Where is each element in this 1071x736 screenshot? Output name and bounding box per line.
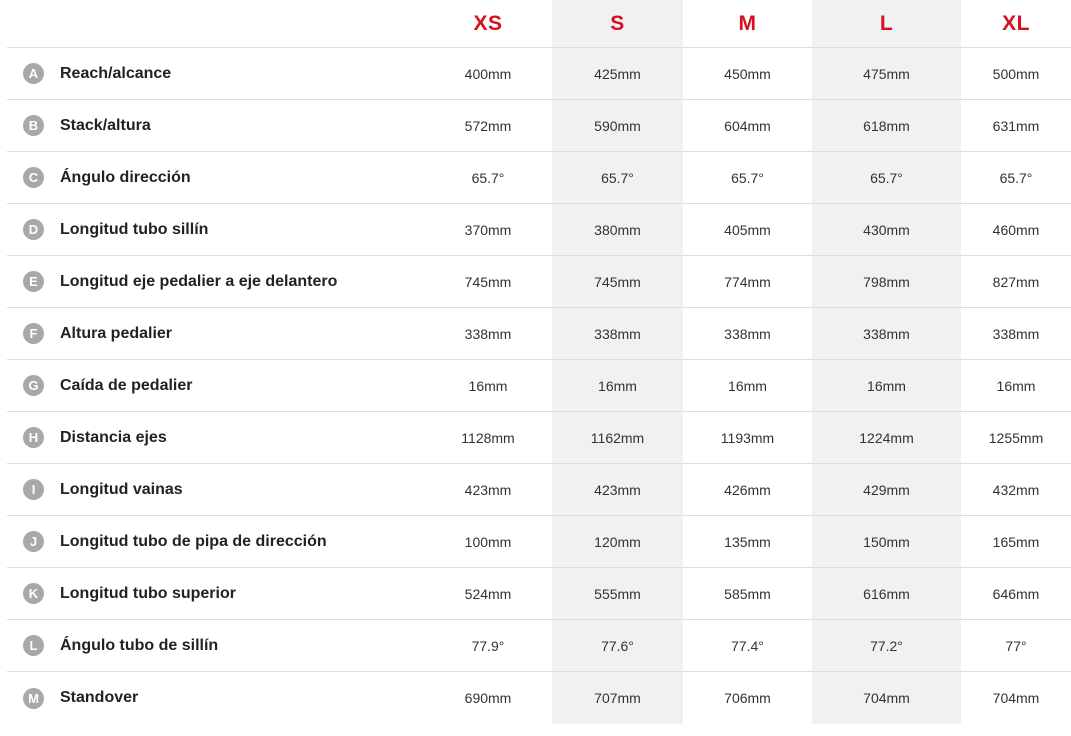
value-cell-m: 77.4° <box>683 620 812 672</box>
table-row <box>7 100 1071 152</box>
value-cell-s: 120mm <box>552 516 683 568</box>
value-cell-m: 604mm <box>683 100 812 152</box>
value-cell-xs: 77.9° <box>424 620 552 672</box>
value-cell-xl: 827mm <box>961 256 1071 308</box>
measurement-letter-badge: L <box>23 635 44 656</box>
row-label-cell <box>7 204 424 256</box>
table-row <box>7 568 1071 620</box>
table-row <box>7 464 1071 516</box>
value-cell-s: 423mm <box>552 464 683 516</box>
row-label <box>7 635 424 656</box>
table-header <box>7 0 1071 48</box>
measurement-name: Caída de pedalier <box>60 376 193 394</box>
measurement-name: Altura pedalier <box>60 324 173 342</box>
size-header-m: M <box>683 0 812 48</box>
value-cell-m: 405mm <box>683 204 812 256</box>
size-header-xl: XL <box>961 0 1071 48</box>
row-label <box>7 375 424 396</box>
size-header-xs: XS <box>424 0 552 48</box>
value-cell-xs: 338mm <box>424 308 552 360</box>
measurement-letter-badge: D <box>23 219 44 240</box>
value-cell-m: 1193mm <box>683 412 812 464</box>
value-cell-xs: 572mm <box>424 100 552 152</box>
row-label-cell <box>7 48 424 100</box>
measurement-letter-badge: H <box>23 427 44 448</box>
value-cell-s: 16mm <box>552 360 683 412</box>
table-row <box>7 204 1071 256</box>
measurement-name: Longitud vainas <box>60 480 183 498</box>
value-cell-xl: 500mm <box>961 48 1071 100</box>
measurement-name: Standover <box>60 689 139 706</box>
measurement-letter-badge: K <box>23 583 44 604</box>
row-label <box>7 583 424 604</box>
measurement-letter-badge: J <box>23 531 44 552</box>
value-cell-xl: 460mm <box>961 204 1071 256</box>
row-label <box>7 479 424 500</box>
measurement-name: Distancia ejes <box>60 428 167 446</box>
value-cell-m: 65.7° <box>683 152 812 204</box>
value-cell-s: 425mm <box>552 48 683 100</box>
row-label <box>7 427 424 448</box>
table-row <box>7 152 1071 204</box>
header-row <box>7 0 1071 48</box>
measurement-name: Stack/altura <box>60 116 151 134</box>
measurement-name: Ángulo tubo de sillín <box>60 636 219 654</box>
value-cell-s: 590mm <box>552 100 683 152</box>
size-header-s: S <box>552 0 683 48</box>
header-label-column <box>7 0 424 48</box>
value-cell-m: 426mm <box>683 464 812 516</box>
row-label <box>7 271 424 292</box>
table-row <box>7 672 1071 725</box>
value-cell-s: 65.7° <box>552 152 683 204</box>
measurement-letter-badge: B <box>23 115 44 136</box>
value-cell-l: 475mm <box>812 48 961 100</box>
row-label-cell <box>7 464 424 516</box>
measurement-name: Reach/alcance <box>60 64 172 82</box>
measurement-letter-badge: M <box>23 688 44 709</box>
value-cell-m: 774mm <box>683 256 812 308</box>
table-row <box>7 516 1071 568</box>
value-cell-m: 135mm <box>683 516 812 568</box>
value-cell-xl: 432mm <box>961 464 1071 516</box>
value-cell-xs: 423mm <box>424 464 552 516</box>
value-cell-xl: 631mm <box>961 100 1071 152</box>
value-cell-s: 707mm <box>552 672 683 725</box>
value-cell-xs: 524mm <box>424 568 552 620</box>
value-cell-xs: 690mm <box>464 690 512 706</box>
table-row <box>7 48 1071 100</box>
value-cell-xl: 16mm <box>961 360 1071 412</box>
value-cell-m: 338mm <box>683 308 812 360</box>
value-cell-l: 429mm <box>812 464 961 516</box>
value-cell-xs: 400mm <box>424 48 552 100</box>
row-label-cell <box>7 620 424 672</box>
value-cell-s: 77.6° <box>552 620 683 672</box>
measurement-letter-badge: C <box>23 167 44 188</box>
row-label-cell <box>7 360 424 412</box>
row-label-cell <box>7 152 424 204</box>
row-label <box>7 219 424 240</box>
measurement-letter-badge: G <box>23 375 44 396</box>
value-cell-xl: 1255mm <box>961 412 1071 464</box>
value-cell-m: 585mm <box>683 568 812 620</box>
value-cell-xl: 65.7° <box>961 152 1071 204</box>
value-cell-s: 338mm <box>552 308 683 360</box>
value-cell-s: 380mm <box>552 204 683 256</box>
measurement-name: Longitud tubo superior <box>60 584 236 602</box>
row-label-cell <box>7 672 424 725</box>
table-body <box>7 48 1071 725</box>
measurement-name: Longitud eje pedalier a eje delantero <box>60 272 338 290</box>
value-cell-xl: 704mm <box>992 690 1040 706</box>
row-label <box>7 115 424 136</box>
value-cell-xs: 100mm <box>424 516 552 568</box>
row-label <box>7 323 424 344</box>
row-label-cell <box>7 412 424 464</box>
value-cell-s: 745mm <box>552 256 683 308</box>
value-cell-xl: 338mm <box>961 308 1071 360</box>
measurement-name: Longitud tubo sillín <box>60 220 209 238</box>
value-cell-xl: 77° <box>961 620 1071 672</box>
row-label <box>7 167 424 188</box>
measurement-name: Ángulo dirección <box>60 168 191 186</box>
value-cell-l: 430mm <box>812 204 961 256</box>
table-row <box>7 308 1071 360</box>
value-cell-l: 798mm <box>812 256 961 308</box>
size-header-l: L <box>812 0 961 48</box>
value-cell-xs: 745mm <box>424 256 552 308</box>
table-row <box>7 620 1071 672</box>
table-row <box>7 412 1071 464</box>
geometry-table <box>7 0 1071 724</box>
value-cell-l: 704mm <box>812 672 961 725</box>
measurement-name: Longitud tubo de pipa de dirección <box>60 532 327 550</box>
value-cell-xl: 165mm <box>961 516 1071 568</box>
value-cell-xl: 646mm <box>961 568 1071 620</box>
value-cell-s: 555mm <box>552 568 683 620</box>
row-label-cell <box>7 256 424 308</box>
value-cell-l: 65.7° <box>812 152 961 204</box>
measurement-letter-badge: F <box>23 323 44 344</box>
value-cell-m: 16mm <box>683 360 812 412</box>
table-row <box>7 360 1071 412</box>
value-cell-l: 338mm <box>812 308 961 360</box>
value-cell-l: 618mm <box>812 100 961 152</box>
value-cell-s: 1162mm <box>552 412 683 464</box>
measurement-letter-badge: E <box>23 271 44 292</box>
value-cell-xs: 16mm <box>424 360 552 412</box>
measurement-letter-badge: I <box>23 479 44 500</box>
row-label <box>7 531 424 552</box>
row-label <box>7 688 424 709</box>
value-cell-l: 616mm <box>812 568 961 620</box>
value-cell-xs: 65.7° <box>424 152 552 204</box>
measurement-letter-badge: A <box>23 63 44 84</box>
row-label-cell <box>7 568 424 620</box>
table-row <box>7 256 1071 308</box>
row-label-cell <box>7 100 424 152</box>
value-cell-xs: 370mm <box>424 204 552 256</box>
value-cell-l: 1224mm <box>812 412 961 464</box>
value-cell-l: 77.2° <box>812 620 961 672</box>
value-cell-xs: 1128mm <box>424 412 552 464</box>
row-label <box>7 63 424 84</box>
row-label-cell <box>7 516 424 568</box>
row-label-cell <box>7 308 424 360</box>
value-cell-l: 150mm <box>812 516 961 568</box>
value-cell-m: 450mm <box>683 48 812 100</box>
value-cell-l: 16mm <box>812 360 961 412</box>
value-cell-m: 706mm <box>724 690 771 706</box>
